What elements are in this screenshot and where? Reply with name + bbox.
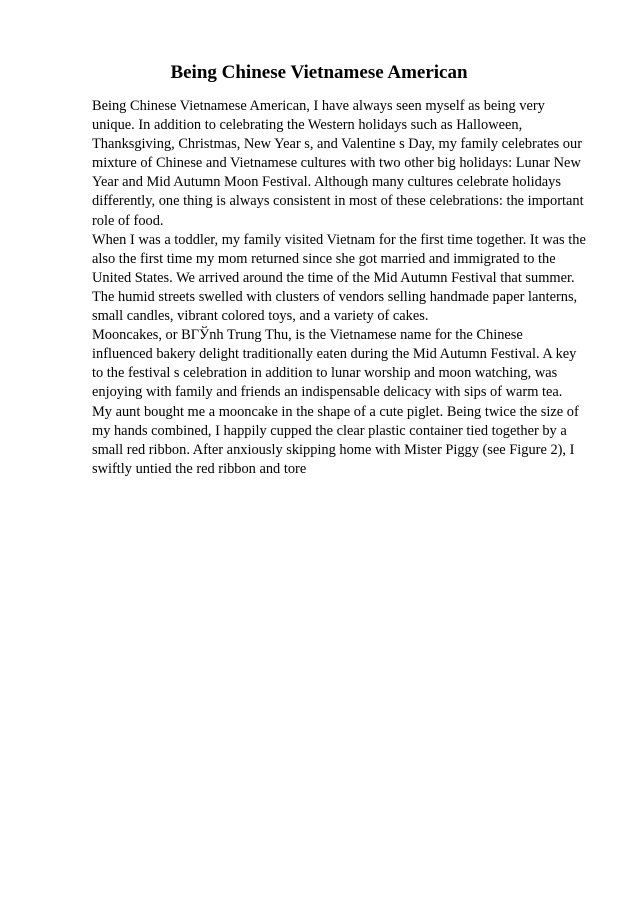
body-line: influenced bakery delight traditionally eaten during the Mid Autumn Festival. A key [92, 346, 577, 363]
document-title: Being Chinese Vietnamese American [170, 62, 468, 83]
body-line: mixture of Chinese and Vietnamese cultures with two other big holidays: Lunar New [92, 155, 581, 172]
body-line: When I was a toddler, my family visited Vietnam for the first time together. It was the [92, 231, 586, 248]
body-line: enjoying with family and friends an indispensable delicacy with sips of warm tea. [92, 384, 563, 401]
body-line: differently, one thing is always consistent in most of these celebrations: the important [92, 193, 584, 210]
document-body [92, 97, 602, 479]
body-line: The humid streets swelled with clusters of vendors selling handmade paper lanterns, [92, 288, 578, 305]
body-line: Being Chinese Vietnamese American, I have always seen myself as being very [92, 98, 545, 114]
body-line: swiftly untied the red ribbon and tore [92, 460, 307, 477]
body-line: unique. In addition to celebrating the Western holidays such as Halloween, [92, 117, 523, 134]
body-line: Mooncakes, or BΓЎnh Trung Thu, is the Vietnamese name for the Chinese [92, 327, 523, 344]
body-line: small red ribbon. After anxiously skipping home with Mister Piggy (see Figure 2), I [92, 441, 575, 458]
body-line: United States. We arrived around the time of the Mid Autumn Festival that summer. [92, 269, 575, 286]
body-line: small candles, vibrant colored toys, and a variety of cakes. [92, 308, 429, 325]
body-line: My aunt bought me a mooncake in the shape of a cute piglet. Being twice the size of [92, 403, 579, 420]
body-line: to the festival s celebration in addition to lunar worship and moon watching, was [92, 365, 558, 382]
body-line: Year and Mid Autumn Moon Festival. Although many cultures celebrate holidays [92, 174, 561, 191]
body-line: role of food. [92, 212, 164, 229]
body-line: also the first time my mom returned since she got married and immigrated to the [92, 250, 556, 267]
body-line: my hands combined, I happily cupped the clear plastic container tied together by a [92, 422, 567, 439]
body-line: Thanksgiving, Christmas, New Year s, and Valentine s Day, my family celebrates our [92, 136, 582, 153]
